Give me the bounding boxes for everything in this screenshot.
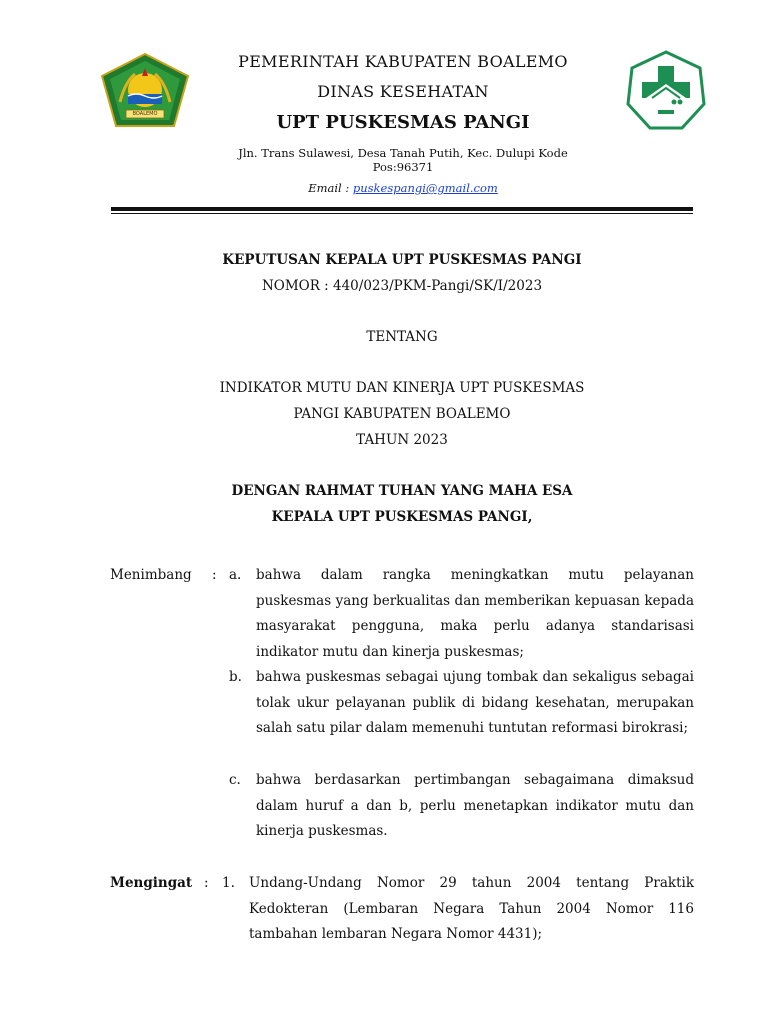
letterhead-rule-thin	[111, 213, 693, 214]
menimbang-marker-a: a.	[229, 567, 242, 583]
letterhead-address: Jln. Trans Sulawesi, Desa Tanah Putih, Kec. Dulupi Kode Pos:96371	[238, 146, 568, 174]
decree-subject-line3: TAHUN 2023	[356, 432, 448, 448]
letterhead-government: PEMERINTAH KABUPATEN BOALEMO	[238, 52, 568, 71]
menimbang-item-c: bahwa berdasarkan pertimbangan sebagaimana dimaksud dalam huruf a dan b, perlu menetapkan indikator mutu dan kinerja puskesmas.	[256, 772, 694, 839]
health-cross-icon	[626, 50, 706, 130]
decree-subject-line2: PANGI KABUPATEN BOALEMO	[293, 406, 511, 422]
email-link[interactable]: puskespangi@gmail.com	[352, 181, 498, 195]
letterhead-institution: UPT PUSKESMAS PANGI	[276, 112, 530, 133]
menimbang-marker-c: c.	[229, 772, 241, 788]
menimbang-item-b: bahwa puskesmas sebagai ujung tombak dan sekaligus sebagai tolak ukur pelayanan publik di bidang kesehatan, merupakan salah satu pilar dalam memenuhi tuntutan reformasi birokrasi;	[256, 669, 694, 736]
mengingat-label: Mengingat	[110, 875, 193, 891]
menimbang-item-a: bahwa dalam rangka meningkatkan mutu pelayanan puskesmas yang berkualitas dan memberikan kepuasan kepada masyarakat pengguna, maka perlu adanya standarisasi indikator mutu dan kinerja puskesmas;	[256, 567, 694, 660]
letterhead-email	[190, 181, 616, 195]
decree-grace: DENGAN RAHMAT TUHAN YANG MAHA ESA	[231, 483, 573, 499]
letterhead-rule-thick	[111, 207, 693, 211]
decree-heading: KEPUTUSAN KEPALA UPT PUSKESMAS PANGI	[222, 252, 582, 268]
menimbang-marker-b: b.	[229, 669, 242, 685]
letterhead-department: DINAS KESEHATAN	[317, 82, 489, 101]
menimbang-label: Menimbang	[110, 567, 192, 583]
menimbang-colon: :	[212, 567, 217, 583]
decree-number: NOMOR : 440/023/PKM-Pangi/SK/I/2023	[261, 278, 543, 294]
decree-head: KEPALA UPT PUSKESMAS PANGI,	[271, 509, 533, 525]
mengingat-colon: :	[204, 875, 209, 891]
emblem-banner-text: BOALEMO	[132, 111, 158, 117]
mengingat-item-1: Undang-Undang Nomor 29 tahun 2004 tentang Praktik Kedokteran (Lembaran Negara Tahun 2004 Nomor 116 tambahan lembaran Negara Nomor 4431);	[249, 875, 694, 942]
mengingat-marker-1: 1.	[222, 875, 235, 891]
email-label: Email :	[308, 181, 350, 195]
decree-subject-line1: INDIKATOR MUTU DAN KINERJA UPT PUSKESMAS	[219, 380, 585, 396]
decree-about: TENTANG	[366, 329, 438, 345]
